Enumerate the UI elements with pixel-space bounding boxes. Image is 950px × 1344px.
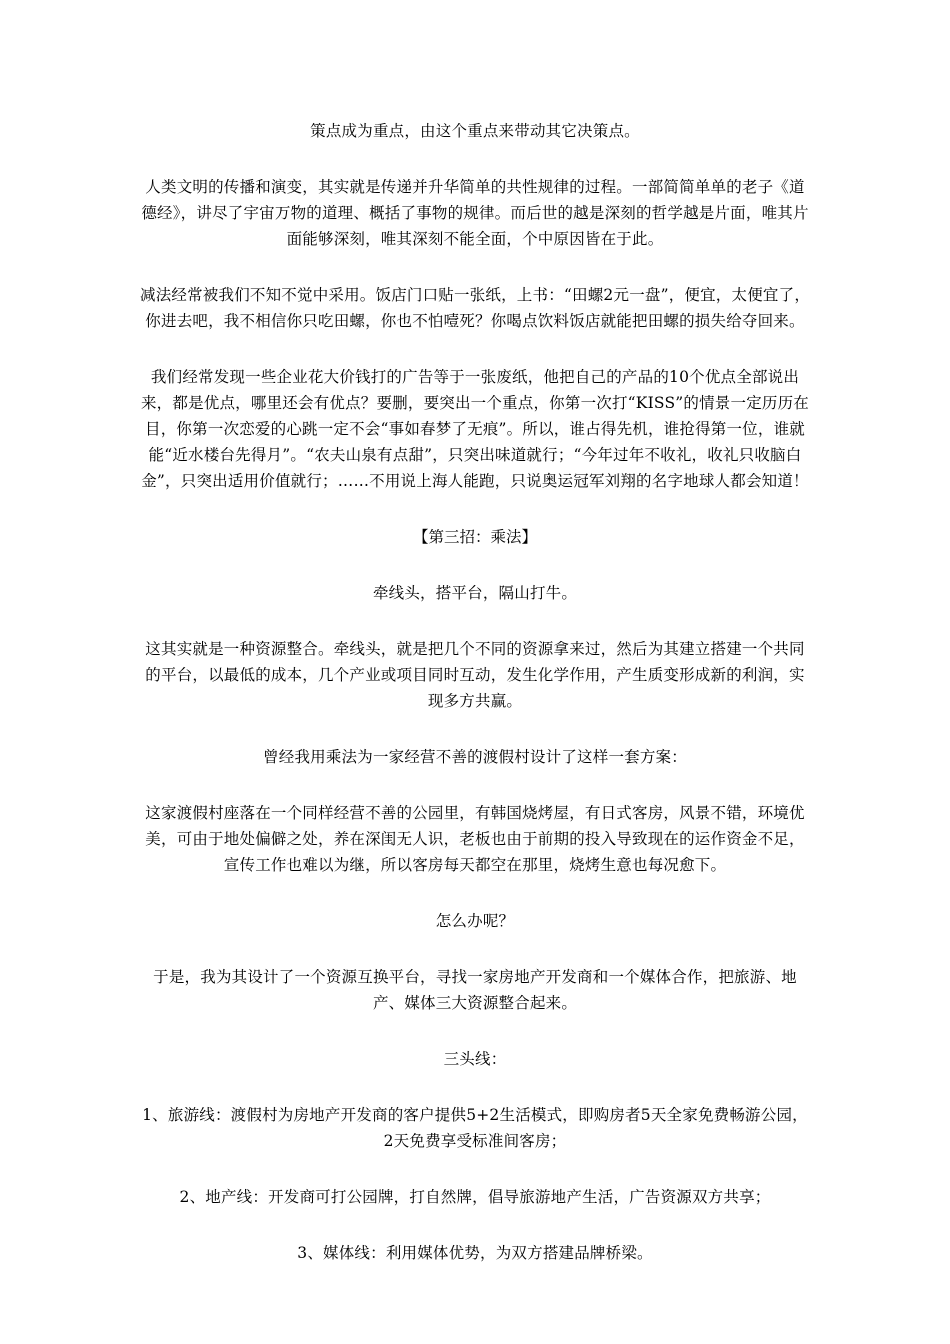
list-item-tourism: 1、旅游线：渡假村为房地产开发商的客户提供5+2生活模式，即购房者5天全家免费畅游公园，2天免费享受标准间客房； <box>142 1106 808 1150</box>
document-body <box>140 118 810 1296</box>
paragraph-2: 人类文明的传播和演变，其实就是传递并升华简单的共性规律的过程。一部简简单单的老子《道德经》，讲尽了宇宙万物的道理、概括了事物的规律。而后世的越是深刻的哲学越是片面，唯其片面能够深刻，唯其深刻不能全面，个中原因皆在于此。 <box>141 178 809 248</box>
paragraph-11: 于是，我为其设计了一个资源互换平台，寻找一家房地产开发商和一个媒体合作，把旅游、地产、媒体三大资源整合起来。 <box>153 968 797 1012</box>
paragraph-4: 我们经常发现一些企业花大价钱打的广告等于一张废纸，他把自己的产品的10个优点全部说出来，都是优点，哪里还会有优点？要删，要突出一个重点，你第一次打“KISS”的情景一定历历在目，你第一次恋爱的心跳一定不会“事如春梦了无痕”。所以，谁占得先机，谁抢得第一位，谁就能“近水楼台先得月”。“农夫山泉有点甜”，只突出味道就行；“今年过年不收礼，收礼只收脑白金”，只突出适用价值就行；……不用说上海人能跑，只说奥运冠军刘翔的名字地球人都会知道！ <box>140 368 810 490</box>
paragraph-8: 曾经我用乘法为一家经营不善的渡假村设计了这样一套方案： <box>263 748 687 766</box>
paragraph-12: 三头线： <box>443 1050 507 1068</box>
paragraph-1: 策点成为重点，由这个重点来带动其它决策点。 <box>310 122 640 140</box>
paragraph-3: 减法经常被我们不知不觉中采用。饭店门口贴一张纸，上书：“田螺2元一盘”，便宜，太便宜了，你进去吧，我不相信你只吃田螺，你也不怕噎死？你喝点饮料饭店就能把田螺的损失给夺回来。 <box>140 286 811 330</box>
paragraph-10: 怎么办呢？ <box>435 912 515 930</box>
paragraph-6: 牵线头，搭平台，隔山打牛。 <box>372 584 578 602</box>
paragraph-7: 这其实就是一种资源整合。牵线头，就是把几个不同的资源拿来过，然后为其建立搭建一个共同的平台，以最低的成本，几个产业或项目同时互动，发生化学作用，产生质变形成新的利润，实现多方共赢。 <box>145 640 805 710</box>
list-item-real-estate: 2、地产线：开发商可打公园牌，打自然牌，倡导旅游地产生活，广告资源双方共享； <box>179 1188 771 1206</box>
section-heading: 【第三招：乘法】 <box>412 528 537 546</box>
paragraph-9: 这家渡假村座落在一个同样经营不善的公园里，有韩国烧烤屋，有日式客房，风景不错，环境优美，可由于地处偏僻之处，养在深闺无人识，老板也由于前期的投入导致现在的运作资金不足，宣传工作也难以为继，所以客房每天都空在那里，烧烤生意也每况愈下。 <box>145 804 805 874</box>
list-item-media: 3、媒体线：利用媒体优势，为双方搭建品牌桥梁。 <box>297 1244 653 1262</box>
